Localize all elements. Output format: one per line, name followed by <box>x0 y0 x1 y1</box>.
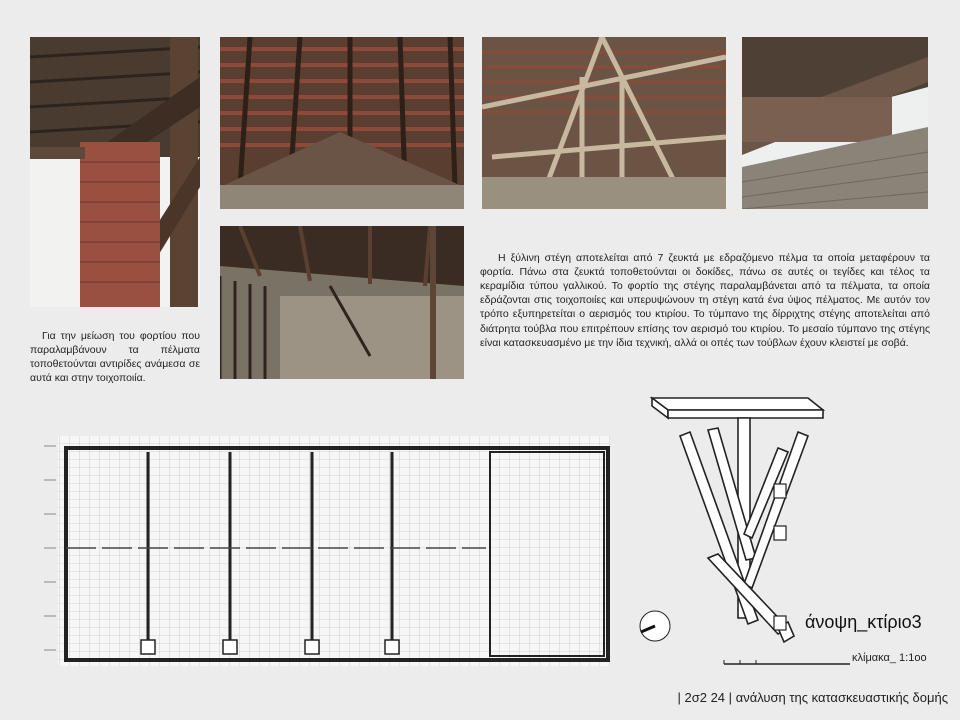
footer-title: ανάλυση της κατασκευαστικής δομής <box>735 690 948 705</box>
plan-title: άνοψη_κτίριο3 <box>805 612 922 632</box>
photo-truss-overview <box>482 37 726 209</box>
photo-interior-trusses <box>220 226 464 379</box>
photo-roof-underside <box>220 37 464 209</box>
photo-brick-pillar-roof <box>30 37 200 307</box>
footer-separator-left: | <box>677 690 681 705</box>
footer-separator-right: | <box>728 690 733 705</box>
photo-truss-wall-detail <box>742 37 928 209</box>
roof-plan-drawing <box>40 436 620 672</box>
page-footer <box>677 690 948 705</box>
footer-page-number: 2σ2 24 <box>684 690 726 705</box>
scale-label: κλίμακα_ 1:1οο <box>852 652 927 664</box>
caption-main: Η ξύλινη στέγη αποτελείται από 7 ζευκτά με εδραζόμενο πέλμα τα οποία μεταφέρουν τα φορτία. Πάνω στα ζευκτά τοποθετούνται οι δοκίδες, πάνω σε αυτές οι τεγίδες και τέλος τα κεραμίδια τύπου γαλλικού. Το φορτίο της στέγης παραλαμβάνεται από τα πέλματα, τα οποία εδράζονται στις τοιχοποιίες και υπερυψώνουν τη στέγη κατά ένα ύψος πέλματος. Με αυτόν τον τρόπο εξυπηρετείται ο αερισμός του κτιρίου. Το τύμπανο της δίρριχτης στέγης αποτελείται από διάτρητα τούβλα που επιτρέπουν επίσης τον αερισμό του κτιρίου. Το μεσαίο τύμπανο της στέγης είναι κατασκευασμένο με την ίδια τεχνική, αλλά οι οπές των τούβλων έχουν κλειστεί με σοβά. <box>480 251 930 349</box>
caption-left: Για την μείωση του φορτίου που παραλαμβάνουν τα πέλματα τοποθετούνται αντιρίδες ανάμεσα σε αυτά και στην τοιχοποιία. <box>30 329 200 384</box>
north-arrow-icon <box>635 606 675 646</box>
